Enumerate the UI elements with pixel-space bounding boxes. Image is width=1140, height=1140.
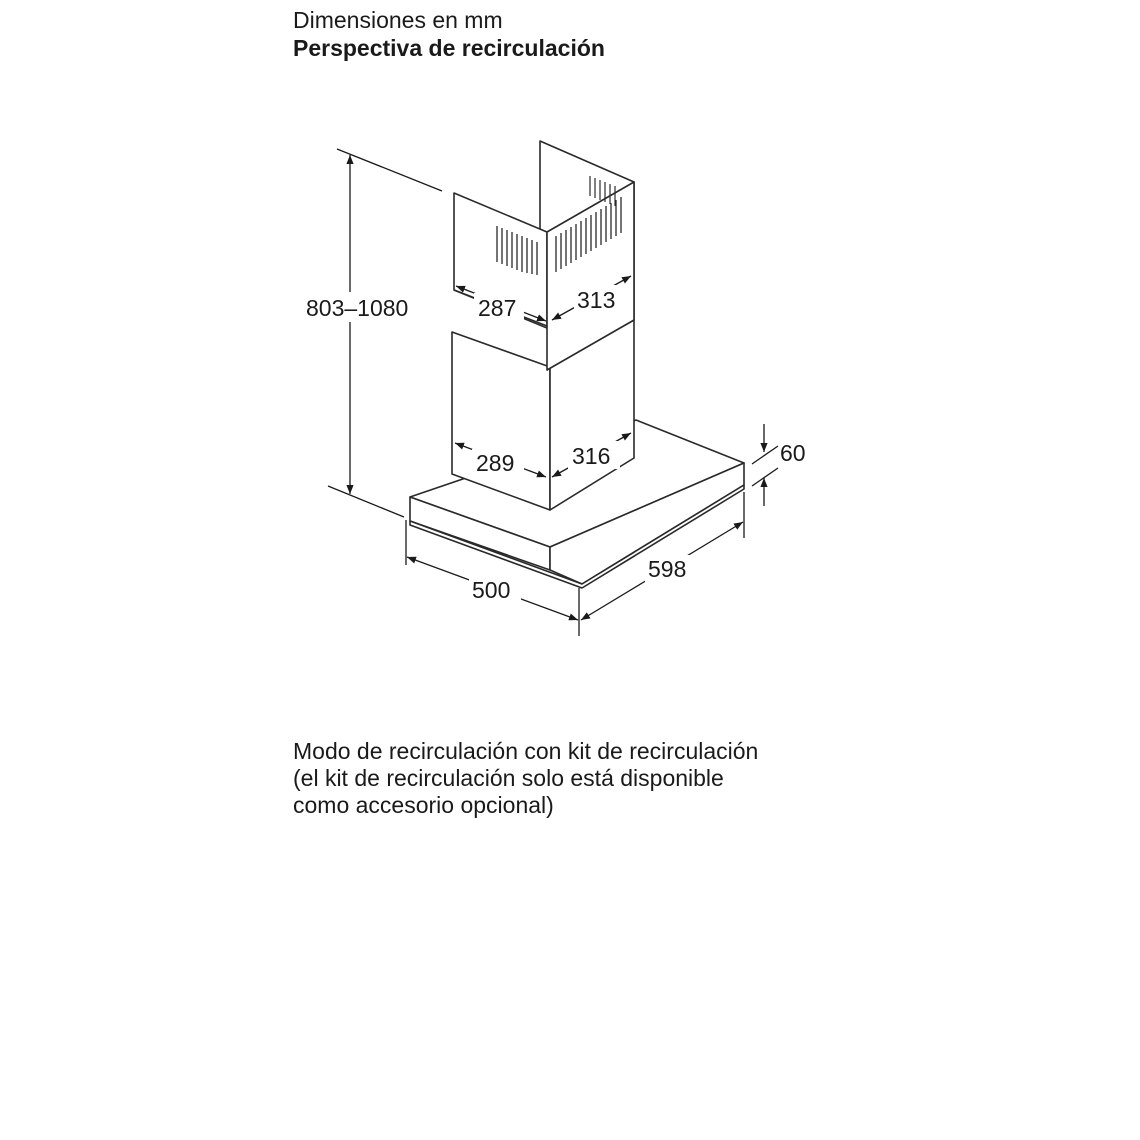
lower-chimney-left-label: 289 <box>476 450 515 476</box>
height-extension-top <box>337 149 442 191</box>
canopy-width-label: 598 <box>648 556 687 582</box>
upper-chimney-left-label: 287 <box>478 295 517 321</box>
recirculation-note <box>293 738 758 819</box>
canopy-thickness-label: 60 <box>780 440 806 466</box>
note-line-2: (el kit de recirculación solo está disponible <box>293 765 724 791</box>
units-caption: Dimensiones en mm <box>293 7 503 33</box>
thickness-extension-bottom <box>752 468 778 486</box>
hood-body <box>410 141 744 588</box>
height-extension-bottom <box>328 486 404 517</box>
page-title: Perspectiva de recirculación <box>293 35 605 61</box>
lower-chimney-right-label: 316 <box>572 443 611 469</box>
height-label: 803–1080 <box>306 295 409 321</box>
canopy-depth-label: 500 <box>472 577 511 603</box>
upper-chimney-right-label: 313 <box>577 287 616 313</box>
note-line-1: Modo de recirculación con kit de recirculación <box>293 738 759 764</box>
note-line-3: como accesorio opcional) <box>293 792 554 818</box>
thickness-extension-top <box>752 446 778 464</box>
